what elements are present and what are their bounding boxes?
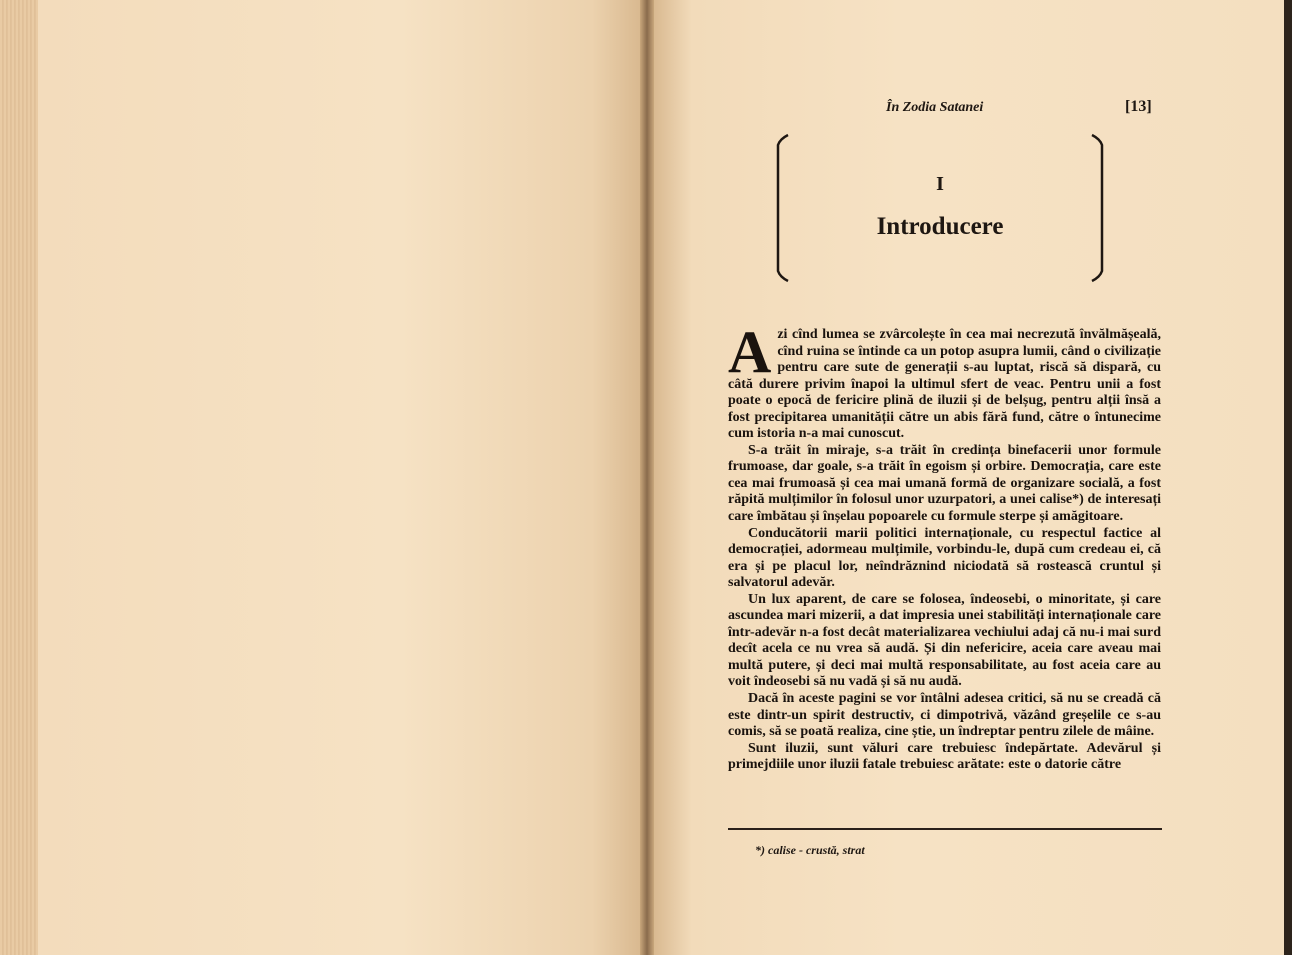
footnote-rule xyxy=(728,828,1162,830)
page-number: [13] xyxy=(1125,98,1152,115)
paragraph-2: S-a trăit în miraje, s-a trăit în credința binefacerii unor formule frumoase, dar goale, s-a trăit în egoism și orbire. Democrația, care este cea mai frumoasă și cea mai umană formă de organizare socială, a fost răpită mulțimilor în folosul unor uzurpatori, a unei calise*) de interesați care îmbătau și înșelau popoarele cu formule sterpe și amăgitoare. xyxy=(728,442,1161,525)
paragraph-4: Un lux aparent, de care se folosea, îndeosebi, o minoritate, și care ascundea mari mizerii, a dat impresia unei stabilități internaționale care într-adevăr n-a fost decât materializarea vechiului adaj că nu-i mai surd decît acela ce nu vrea să audă. Și din nefericire, aceia care aveau mai multă putere, și deci mai multă responsabilitate, au fost aceia care au voit îndeosebi să nu vadă și să nu audă. xyxy=(728,591,1161,690)
footnote: *) calise - crustă, strat xyxy=(755,843,865,857)
chapter-bracket-right-icon xyxy=(1090,133,1110,283)
running-head: În Zodia Satanei xyxy=(886,100,984,115)
chapter-bracket-left-icon xyxy=(770,133,790,283)
paragraph-3: Conducătorii marii politici internaționale, cu respectul factice al democrației, adormeau mulțimile, vorbindu-le, după cum credeau ei, că era și pe placul lor, neîndrăznind niciodată să rostească cruntul și salvatorul adevăr. xyxy=(728,525,1161,591)
page-edges xyxy=(0,0,40,955)
chapter-title: Introducere xyxy=(876,213,1004,240)
drop-cap: A xyxy=(728,319,772,385)
chapter-body xyxy=(728,319,1161,774)
paragraph-1: Azi cînd lumea se zvârcolește în cea mai necrezută învălmășeală, cînd ruina se întinde ca un potop asupra lumii, când o civilizație pentru care sute de generații s-au luptat, riscă să dispară, cu câtă durere privim înapoi la ultimul sfert de veac. Pentru unii a fost poate o epocă de fericire plină de iluzii și de belșug, pentru alții însă a fost precipitarea umanității către un abis fără fund, către o întunecime cum istoria n-a mai cunoscut. xyxy=(728,319,1161,442)
bleed-through xyxy=(308,240,316,274)
paragraph-5: Dacă în aceste pagini se vor întâlni adesea critici, să nu se creadă că este dintr-un spirit destructiv, ci dimpotrivă, văzând greșelile ce s-au comis, să se poată realiza, cine știe, un îndreptar pentru zilele de mâine. xyxy=(728,691,1161,740)
paragraph-6: Sunt iluzii, sunt văluri care trebuiesc îndepărtate. Adevărul și primejdiile unor iluzii fatale trebuiesc arătate: este o datorie către xyxy=(728,740,1161,773)
book-gutter xyxy=(640,0,654,955)
right-edge-shadow xyxy=(1284,0,1292,955)
chapter-number: I xyxy=(936,173,944,195)
left-page-blank xyxy=(38,0,640,955)
